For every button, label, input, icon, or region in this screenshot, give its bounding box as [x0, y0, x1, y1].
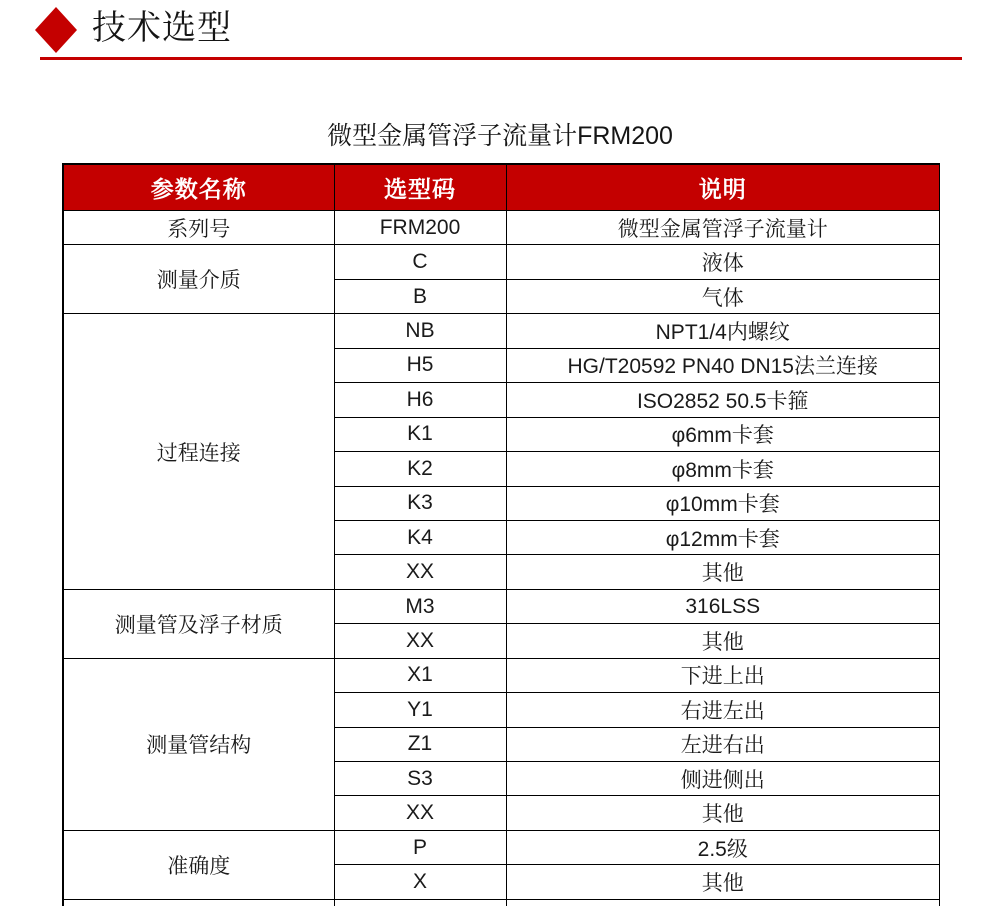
- selection-code-cell: X: [334, 865, 506, 899]
- table-row: [63, 830, 940, 864]
- section-divider: [40, 57, 962, 60]
- selection-table-wrap: [62, 163, 940, 906]
- selection-code-cell: Y1: [334, 693, 506, 727]
- empty-cell: [506, 899, 940, 906]
- selection-code-cell: M3: [334, 589, 506, 623]
- param-name-cell: 准确度: [63, 830, 334, 899]
- description-cell: 其他: [506, 796, 940, 830]
- selection-code-cell: Z1: [334, 727, 506, 761]
- description-cell: 左进右出: [506, 727, 940, 761]
- selection-code-cell: K4: [334, 520, 506, 554]
- selection-code-cell: X1: [334, 658, 506, 692]
- selection-code-cell: C: [334, 245, 506, 279]
- description-cell: 侧进侧出: [506, 762, 940, 796]
- selection-code-cell: P: [334, 830, 506, 864]
- diamond-icon: [35, 7, 77, 53]
- table-row: [63, 658, 940, 692]
- selection-code-cell: H5: [334, 348, 506, 382]
- selection-code-cell: S3: [334, 762, 506, 796]
- selection-code-cell: K2: [334, 452, 506, 486]
- description-cell: 液体: [506, 245, 940, 279]
- description-cell: φ6mm卡套: [506, 417, 940, 451]
- param-name-cell: 测量管及浮子材质: [63, 589, 334, 658]
- selection-code-cell: FRM200: [334, 211, 506, 245]
- description-cell: HG/T20592 PN40 DN15法兰连接: [506, 348, 940, 382]
- description-cell: NPT1/4内螺纹: [506, 314, 940, 348]
- description-cell: 右进左出: [506, 693, 940, 727]
- table-row: [63, 589, 940, 623]
- selection-code-cell: XX: [334, 796, 506, 830]
- empty-cell: [334, 899, 506, 906]
- header-description: 说明: [506, 164, 940, 211]
- selection-code-cell: H6: [334, 383, 506, 417]
- description-cell: 其他: [506, 865, 940, 899]
- description-cell: 其他: [506, 624, 940, 658]
- selection-code-cell: XX: [334, 555, 506, 589]
- description-cell: φ12mm卡套: [506, 520, 940, 554]
- selection-code-cell: K1: [334, 417, 506, 451]
- description-cell: 下进上出: [506, 658, 940, 692]
- description-cell: 微型金属管浮子流量计: [506, 211, 940, 245]
- table-title: 微型金属管浮子流量计FRM200: [327, 122, 673, 150]
- header-param-name: 参数名称: [63, 164, 334, 211]
- param-name-cell: 测量介质: [63, 245, 334, 314]
- description-cell: 316LSS: [506, 589, 940, 623]
- description-cell: φ10mm卡套: [506, 486, 940, 520]
- selection-table: [62, 163, 940, 906]
- selection-code-cell: K3: [334, 486, 506, 520]
- param-name-cell: 过程连接: [63, 314, 334, 590]
- table-row: [63, 245, 940, 279]
- section-title: 技术选型: [92, 9, 232, 47]
- description-cell: ISO2852 50.5卡箍: [506, 383, 940, 417]
- param-name-cell: 系列号: [63, 211, 334, 245]
- selection-code-cell: NB: [334, 314, 506, 348]
- selection-code-cell: B: [334, 279, 506, 313]
- table-header-row: [63, 164, 940, 211]
- table-row: [63, 211, 940, 245]
- description-cell: 气体: [506, 279, 940, 313]
- param-name-cell: 测量管结构: [63, 658, 334, 830]
- table-row: [63, 314, 940, 348]
- header-selection-code: 选型码: [334, 164, 506, 211]
- table-row-clipped: [63, 899, 940, 906]
- description-cell: φ8mm卡套: [506, 452, 940, 486]
- top-banner: [0, 0, 1000, 70]
- description-cell: 其他: [506, 555, 940, 589]
- description-cell: 2.5级: [506, 830, 940, 864]
- selection-code-cell: XX: [334, 624, 506, 658]
- empty-cell: [63, 899, 334, 906]
